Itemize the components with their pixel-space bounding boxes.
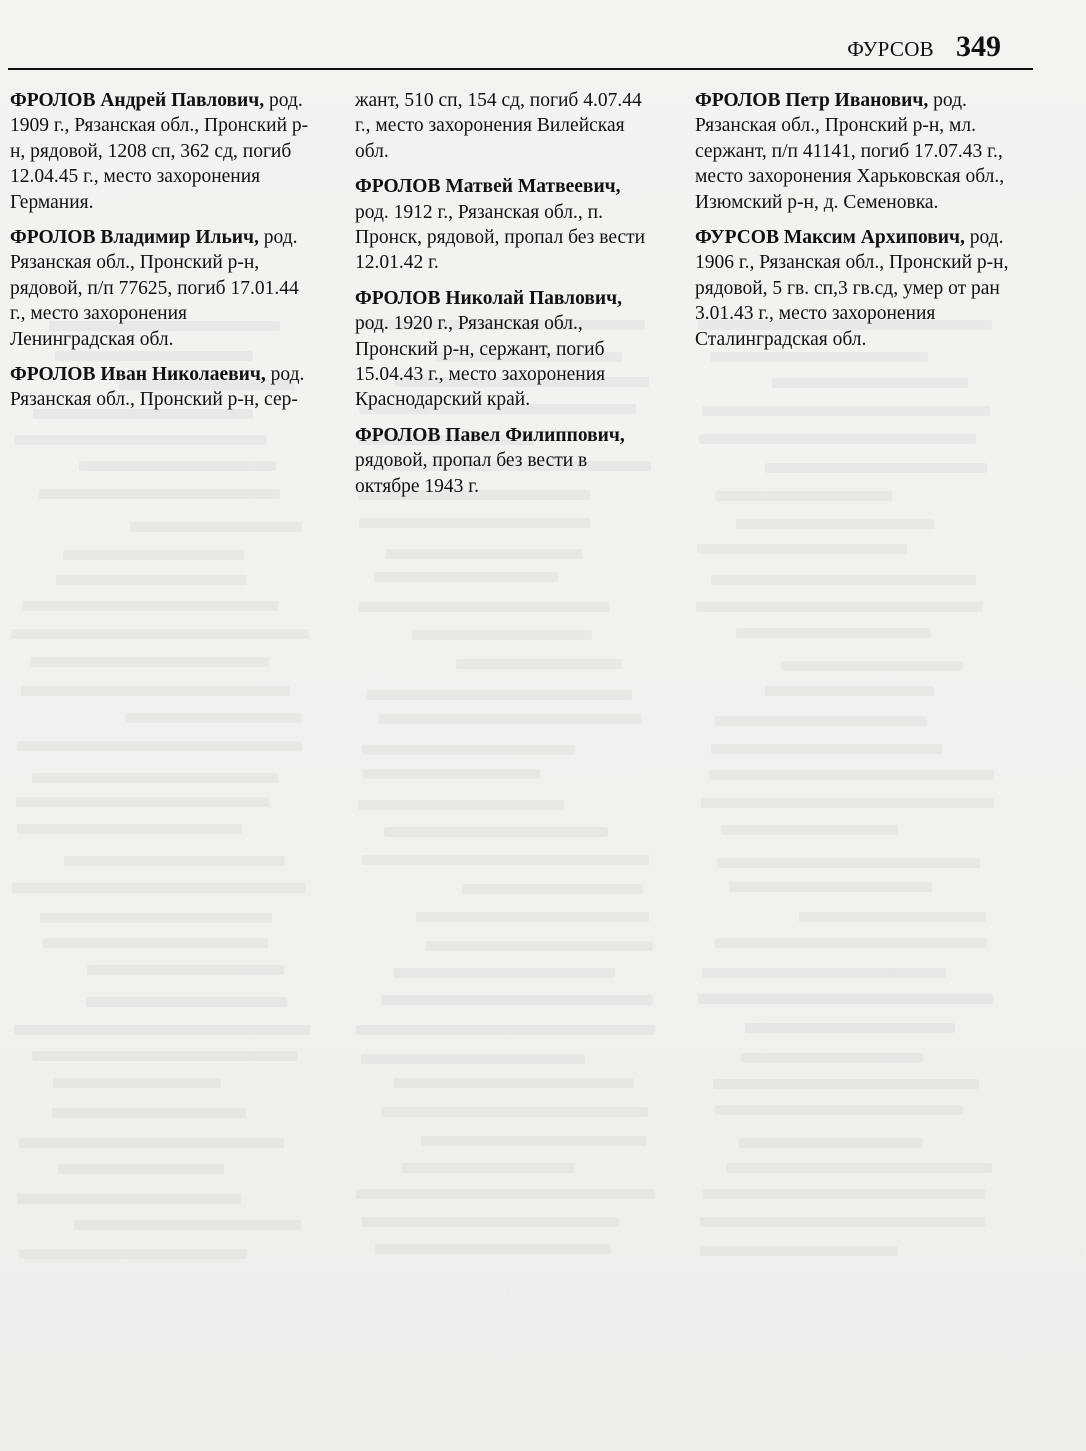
ghost-line: [426, 941, 653, 951]
ghost-line: [715, 1105, 962, 1115]
ghost-line: [79, 461, 276, 471]
ghost-line: [394, 968, 615, 978]
entry-text: род. Рязанская обл., Пронский р-н, сер-: [10, 364, 305, 411]
entry-text: род. 1920 г., Рязанская обл., Пронский р-н, сержант, погиб 15.04.43 г., место захоронения Краснодарский край.: [355, 313, 606, 411]
entry-name: ФУРСОВ Максим Архипович,: [695, 227, 965, 249]
entry: [355, 174, 655, 276]
ghost-line: [19, 1138, 284, 1148]
ghost-line: [702, 968, 946, 978]
ghost-line: [715, 491, 891, 501]
ghost-line: [701, 798, 994, 808]
ghost-line: [40, 913, 272, 923]
entry: [355, 423, 655, 499]
ghost-line: [726, 1163, 993, 1173]
running-head: ФУРСОВ: [847, 37, 934, 61]
ghost-line: [696, 602, 983, 612]
ghost-line: [361, 1054, 585, 1064]
ghost-line: [381, 1107, 647, 1117]
ghost-line: [39, 489, 280, 499]
entry: [695, 88, 1010, 215]
entry-name: ФРОЛОВ Матвей Матвеевич,: [355, 176, 621, 198]
ghost-line: [736, 519, 935, 529]
ghost-line: [745, 1023, 955, 1033]
ghost-line: [356, 1189, 655, 1199]
entry-text: род. 1912 г., Рязанская обл., п. Пронск, рядовой, пропал без вести 12.01.42 г.: [355, 201, 646, 274]
ghost-line: [700, 1217, 985, 1227]
ghost-line: [14, 1025, 310, 1035]
ghost-line: [21, 686, 290, 696]
ghost-line: [421, 1136, 646, 1146]
ghost-line: [711, 744, 942, 754]
entry-text: рядовой, пропал без вести в октябре 1943 г.: [355, 450, 588, 497]
ghost-line: [125, 713, 301, 723]
entry-name: ФРОЛОВ Владимир Ильич,: [10, 227, 259, 249]
entry: [355, 88, 655, 164]
ghost-line: [697, 544, 907, 554]
ghost-line: [359, 602, 608, 612]
ghost-line: [412, 630, 592, 640]
ghost-line: [456, 659, 622, 669]
ghost-line: [86, 997, 287, 1007]
entry-name: ФРОЛОВ Андрей Павлович,: [10, 90, 265, 111]
ghost-line: [715, 716, 927, 726]
ghost-line: [721, 825, 898, 835]
ghost-line: [17, 824, 243, 834]
ghost-line: [16, 797, 269, 807]
ghost-line: [700, 1246, 898, 1256]
ghost-line: [781, 661, 963, 671]
ghost-line: [702, 406, 990, 416]
ghost-line: [739, 1138, 923, 1148]
entry: [355, 286, 655, 413]
ghost-line: [386, 549, 582, 559]
entry-name: ФРОЛОВ Николай Павлович,: [355, 287, 623, 309]
ghost-line: [362, 855, 649, 865]
ghost-line: [74, 1220, 301, 1230]
ghost-line: [362, 1217, 618, 1227]
ghost-line: [43, 938, 269, 948]
entry-text: род. 1906 г., Рязанская обл., Пронский р-н, рядовой, 5 гв. сп,3 гв.сд, умер от ран 3.01.43 г., место захоронения Сталинградская обл.: [695, 227, 1009, 350]
ghost-line: [402, 1163, 574, 1173]
ghost-line: [56, 575, 247, 585]
ghost-line: [363, 769, 539, 779]
ghost-line: [87, 965, 284, 975]
ghost-line: [12, 883, 306, 893]
entry-text: род. Рязанская обл., Пронский р-н, рядовой, п/п 77625, погиб 17.01.44 г., место захоронения Ленинградская обл.: [10, 227, 299, 350]
entry-text: род. 1909 г., Рязанская обл., Пронский р-н, рядовой, 1208 сп, 362 сд, погиб 12.04.45 г., место захоронения Германия.: [10, 90, 309, 213]
ghost-line: [736, 628, 931, 638]
page-header: [847, 30, 1001, 64]
header-rule: [8, 68, 1033, 70]
ghost-line: [384, 827, 608, 837]
ghost-line: [367, 690, 632, 700]
ghost-line: [17, 1194, 242, 1204]
ghost-line: [52, 1108, 246, 1118]
entry-text: жант, 510 сп, 154 сд, погиб 4.07.44 г., место захоронения Вилейская обл.: [355, 90, 642, 162]
ghost-line: [394, 1078, 634, 1088]
entry: [695, 225, 1010, 352]
entry-text: род. Рязанская обл., Пронский р-н, мл. сержант, п/п 41141, погиб 17.07.43 г., место захоронения Харьковская обл., Изюмский р-н, д. Семеновка.: [695, 90, 1005, 213]
page-number: 349: [956, 30, 1001, 63]
entry: [10, 362, 315, 413]
ghost-line: [32, 1051, 298, 1061]
entry: [10, 225, 315, 352]
ghost-line: [359, 518, 590, 528]
column-1: [10, 88, 315, 423]
ghost-line: [356, 1025, 655, 1035]
ghost-line: [58, 1164, 224, 1174]
ghost-line: [699, 434, 976, 444]
ghost-line: [379, 714, 641, 724]
ghost-line: [32, 773, 278, 783]
ghost-line: [711, 575, 976, 585]
ghost-line: [362, 745, 576, 755]
ghost-line: [772, 378, 968, 388]
ghost-line: [130, 522, 302, 532]
ghost-line: [22, 601, 278, 611]
ghost-line: [709, 770, 994, 780]
ghost-line: [462, 884, 643, 894]
ghost-line: [703, 1189, 985, 1199]
entry-name: ФРОЛОВ Иван Николаевич,: [10, 364, 266, 386]
entry-name: ФРОЛОВ Павел Филиппович,: [355, 424, 625, 446]
ghost-line: [715, 938, 987, 948]
ghost-line: [358, 800, 564, 810]
ghost-line: [30, 657, 269, 667]
ghost-line: [765, 686, 934, 696]
ghost-line: [374, 572, 557, 582]
ghost-line: [19, 1249, 247, 1259]
ghost-line: [375, 1244, 611, 1254]
entry-name: ФРОЛОВ Петр Иванович,: [695, 90, 929, 111]
ghost-line: [17, 741, 301, 751]
ghost-line: [63, 550, 244, 560]
column-2: [355, 88, 655, 509]
ghost-line: [799, 912, 986, 922]
ghost-line: [765, 463, 986, 473]
column-3: [695, 88, 1010, 362]
ghost-line: [14, 435, 268, 445]
ghost-line: [717, 858, 980, 868]
entry: [10, 88, 315, 215]
ghost-line: [741, 1053, 923, 1063]
ghost-line: [698, 994, 993, 1004]
ghost-line: [381, 995, 652, 1005]
ghost-line: [64, 856, 285, 866]
ghost-line: [416, 912, 648, 922]
ghost-line: [11, 629, 309, 639]
ghost-line: [729, 882, 931, 892]
ghost-line: [53, 1078, 221, 1088]
ghost-line: [713, 1079, 978, 1089]
